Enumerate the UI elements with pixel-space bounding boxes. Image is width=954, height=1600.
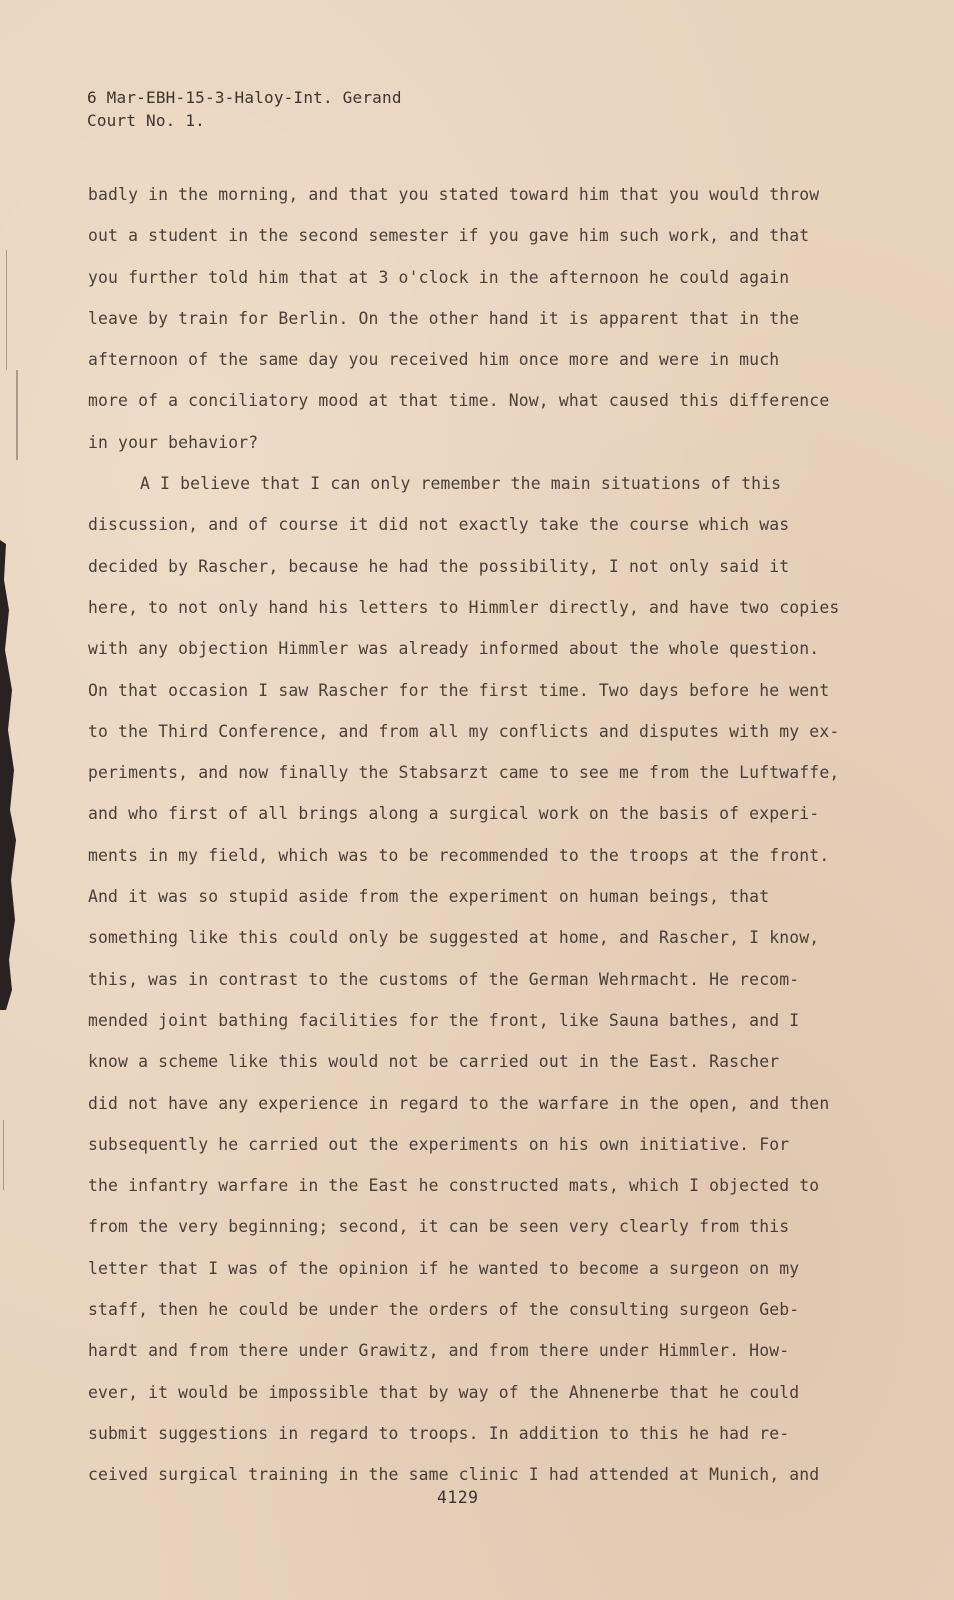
text-line: periments, and now finally the Stabsarzt came to see me from the Luftwaffe,	[88, 763, 840, 783]
text-line: something like this could only be suggested at home, and Rascher, I know,	[88, 928, 820, 948]
text-line: with any objection Himmler was already informed about the whole question.	[88, 639, 820, 659]
text-line: ceived surgical training in the same clinic I had attended at Munich, and	[88, 1465, 820, 1485]
torn-paper-edge	[0, 540, 22, 1010]
document-header	[87, 86, 402, 132]
text-line: And it was so stupid aside from the experiment on human beings, that	[88, 887, 770, 907]
text-line: the infantry warfare in the East he constructed mats, which I objected to	[88, 1176, 820, 1196]
margin-line	[3, 1120, 4, 1190]
text-line: to the Third Conference, and from all my conflicts and disputes with my ex-	[88, 721, 840, 741]
text-line: out a student in the second semester if you gave him such work, and that	[88, 226, 810, 246]
text-line: discussion, and of course it did not exactly take the course which was	[88, 515, 790, 535]
text-line: afternoon of the same day you received him once more and were in much	[88, 350, 780, 370]
header-reference: 6 Mar-EBH-15-3-Haloy-Int. Gerand	[87, 88, 402, 107]
text-line: from the very beginning; second, it can be seen very clearly from this	[88, 1217, 790, 1237]
text-line: know a scheme like this would not be carried out in the East. Rascher	[88, 1052, 780, 1072]
text-line: you further told him that at 3 o'clock in the afternoon he could again	[88, 267, 790, 287]
text-line: this, was in contrast to the customs of the German Wehrmacht. He recom-	[88, 969, 800, 989]
text-line: ments in my field, which was to be recommended to the troops at the front.	[88, 845, 830, 865]
text-line: letter that I was of the opinion if he wanted to become a surgeon on my	[88, 1258, 800, 1278]
text-line: here, to not only hand his letters to Himmler directly, and have two copies	[88, 597, 840, 617]
text-line: decided by Rascher, because he had the possibility, I not only said it	[88, 556, 790, 576]
text-line: ever, it would be impossible that by way of the Ahnenerbe that he could	[88, 1382, 800, 1402]
text-line: subsequently he carried out the experiments on his own initiative. For	[88, 1134, 790, 1154]
text-line: in your behavior?	[88, 432, 259, 452]
text-line: On that occasion I saw Rascher for the first time. Two days before he went	[88, 680, 830, 700]
header-court: Court No. 1.	[87, 111, 205, 130]
text-line: leave by train for Berlin. On the other hand it is apparent that in the	[88, 308, 800, 328]
text-line: did not have any experience in regard to the warfare in the open, and then	[88, 1093, 830, 1113]
text-line: and who first of all brings along a surgical work on the basis of experi-	[88, 804, 820, 824]
answer-line: A I believe that I can only remember the main situations of this	[140, 474, 782, 494]
text-line: staff, then he could be under the orders of the consulting surgeon Geb-	[88, 1300, 800, 1320]
text-line: submit suggestions in regard to troops. In addition to this he had re-	[88, 1423, 790, 1443]
text-line: more of a conciliatory mood at that time. Now, what caused this difference	[88, 391, 830, 411]
transcript-body	[88, 184, 868, 1506]
text-line: badly in the morning, and that you stated toward him that you would throw	[88, 185, 820, 204]
text-line: hardt and from there under Grawitz, and from there under Himmler. How-	[88, 1341, 790, 1361]
text-line: mended joint bathing facilities for the front, like Sauna bathes, and I	[88, 1010, 800, 1030]
margin-line	[16, 370, 18, 460]
page-number: 4129	[437, 1488, 479, 1507]
margin-line	[6, 250, 7, 370]
